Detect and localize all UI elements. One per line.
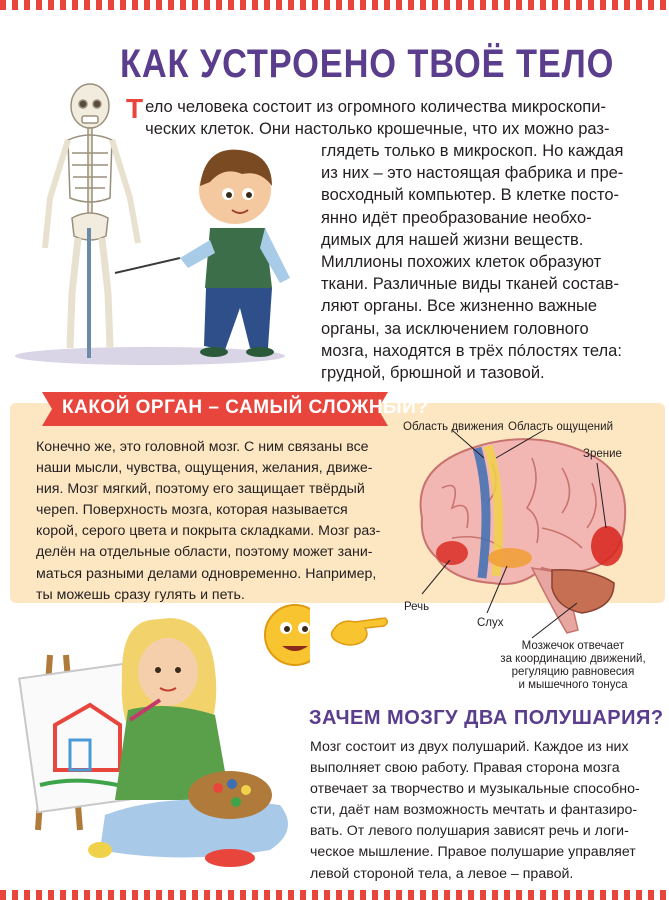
intro-line: ткани. Различные виды тканей состав- (321, 275, 619, 294)
page-title: КАК УСТРОЕНО ТВОЁ ТЕЛО (120, 42, 615, 86)
intro-line: грудной, брюшной и тазовой. (321, 364, 545, 383)
boy-figure (115, 150, 290, 357)
section2-line: левой стороной тела, а левое – правой. (310, 865, 574, 882)
section2-line: сти, даёт нам возможность мечтать и фантазиро- (310, 802, 638, 819)
intro-text (126, 93, 646, 140)
section1-line: корой, серого цвета и покрыта складками. Мозг раз- (36, 523, 381, 540)
label-speech: Речь (404, 601, 430, 613)
section1-text (36, 437, 392, 606)
hearing-area (488, 548, 532, 568)
label-cerebellum (488, 640, 658, 692)
label-movement-area: Область движения (403, 421, 504, 433)
intro-line: янно идёт преобразование необхо- (321, 208, 592, 227)
intro-line: органы, за исключением головного (321, 319, 589, 338)
intro-line-1: ело человека состоит из огромного количества микроскопи- (145, 98, 606, 116)
intro-line: ляют органы. Все жизненно важные (321, 297, 598, 316)
drop-cap: Т (126, 93, 144, 124)
intro-line: мозга, находятся в трёх пóлостях тела: (321, 341, 622, 360)
cerebellum-line: за координацию движений, (500, 653, 646, 665)
section1-heading: КАКОЙ ОРГАН – САМЫЙ СЛОЖНЫЙ? (62, 397, 429, 418)
section1-line: череп. Поверхность мозга, которая называется (36, 502, 348, 519)
section1-line: маться разными делами одновременно. Например, (36, 565, 377, 582)
intro-line: глядеть только в микроскоп. Но каждая (321, 142, 624, 160)
cerebellum-line: регуляцию равновесия (511, 666, 635, 678)
section2-line: ческое мышление. Правое полушарие управляет (310, 844, 636, 861)
girl-painting-illustration (10, 600, 310, 885)
intro-line: из них – это настоящая фабрика и пре- (321, 164, 624, 183)
decorative-bottom-border (0, 890, 669, 900)
section1-line: наши мысли, чувства, ощущения, желания, движе- (36, 460, 373, 477)
intro-text-continued (321, 140, 641, 384)
label-hearing: Слух (477, 617, 504, 629)
decorative-top-border (0, 0, 669, 10)
section2-line: отвечает за творчество и музыкальные способно- (310, 781, 640, 798)
label-sensation-area: Область ощущений (508, 421, 613, 433)
section1-line: делён на отдельные области, поэтому может зани- (36, 544, 373, 561)
floor-shadow (15, 347, 285, 365)
cerebellum-line: Мозжечок отвечает (521, 640, 625, 652)
label-vision: Зрение (583, 448, 622, 460)
smiley-face (265, 605, 310, 665)
vision-area (591, 526, 623, 566)
section1-line: Конечно же, это головной мозг. С ним связаны все (36, 439, 369, 455)
section1-line: ния. Мозг мягкий, поэтому его защищает твёрдый (36, 481, 365, 498)
speech-area (436, 541, 468, 565)
section2-heading: ЗАЧЕМ МОЗГУ ДВА ПОЛУШАРИЯ? (309, 707, 664, 729)
brain-shape (421, 439, 626, 633)
intro-line-2: ческих клеток. Они настолько крошечные, что их можно раз- (145, 120, 610, 139)
skeleton-stand (87, 228, 91, 358)
section1-line: ты можешь сразу гулять и петь. (36, 586, 245, 603)
intro-line: восходный компьютер. В клетке посто- (321, 186, 620, 205)
intro-line: Миллионы похожих клеток образуют (321, 253, 602, 272)
section2-line: выполняет свою работу. Правая сторона мозга (310, 760, 620, 777)
intro-line: димых для нашей жизни веществ. (321, 230, 584, 249)
skeleton-figure (45, 84, 138, 348)
section2-text (310, 737, 655, 885)
pointing-hand-icon (330, 610, 390, 650)
section2-line: Мозг состоит из двух полушарий. Каждое из них (310, 739, 629, 755)
cerebellum-line: и мышечного тонуса (518, 679, 628, 691)
section2-line: вать. От левого полушария зависят речь и логи- (310, 823, 629, 840)
